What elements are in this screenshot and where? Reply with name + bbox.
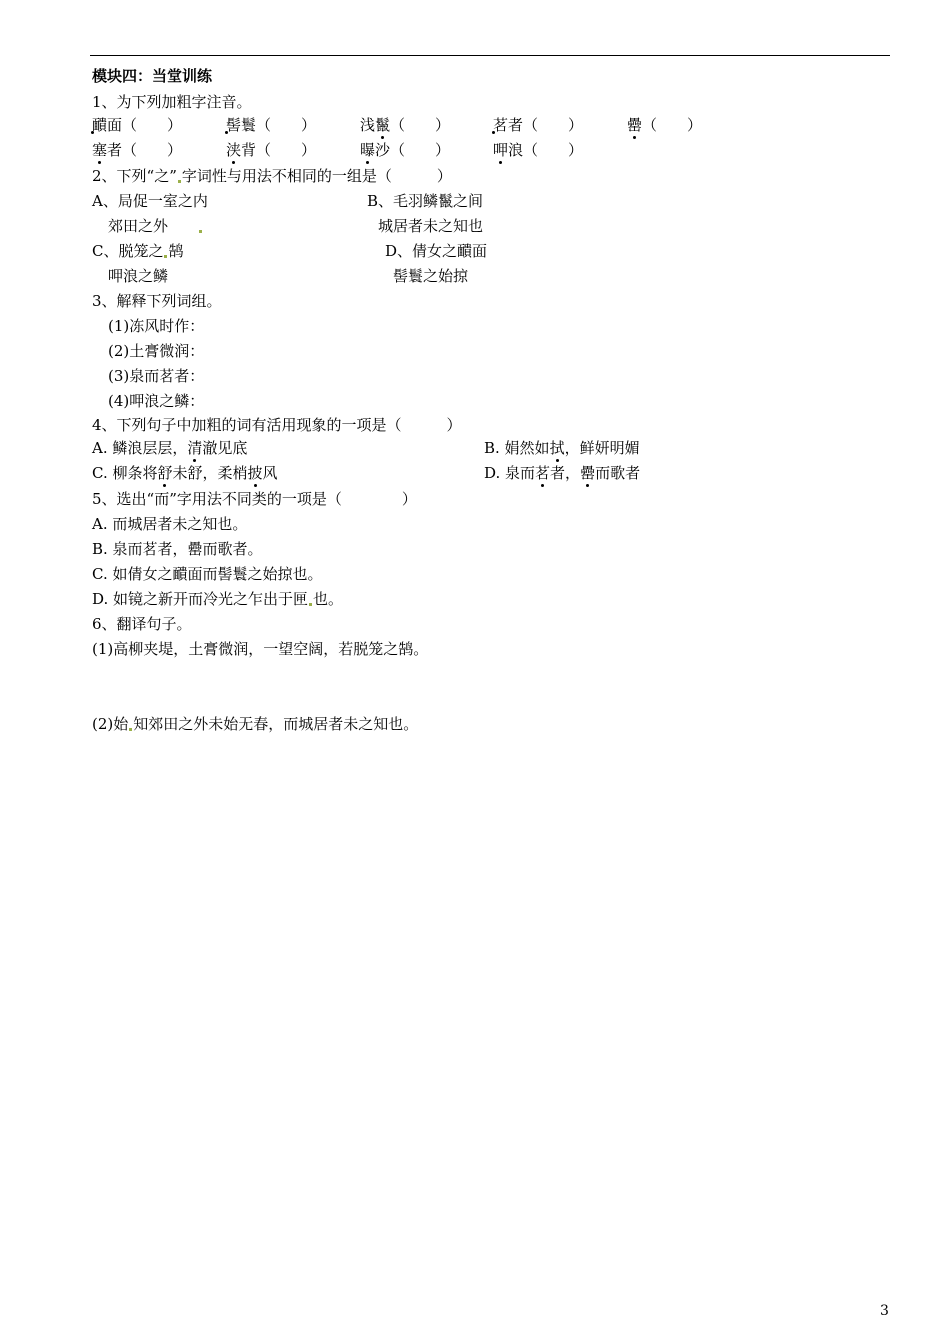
q4-stem: 4、下列句子中加粗的词有活用现象的一项是（ ） [92,416,462,434]
q2-option-a-second: 郊田之外 [108,216,203,236]
q2-option-d: D、倩女之靧面 [385,242,488,260]
q3-item: (1)冻风时作： [108,317,205,335]
q3-stem: 3、解释下列词组。 [92,292,222,310]
q5-option-b: B. 泉而茗者，罍而歌者。 [92,540,263,558]
q4-option-d: D. 泉而茗者，罍而歌者 [484,464,641,482]
q3-item: (4)呷浪之鳞： [108,392,205,410]
module-title: 模块四：当堂训练 [92,67,213,85]
q4-option-b: B. 娟然如拭，鲜妍明媚 [484,439,640,457]
q1-item: 曝沙（ ） [360,141,451,159]
q1-item: 塞者（ ） [92,141,183,159]
highlight-mark [199,230,202,233]
q5-option-c: C. 如倩女之靧面而髻鬟之始掠也。 [92,565,323,583]
highlight-mark [129,728,132,731]
q2-option-d-second: 髻鬟之始掠 [393,267,469,285]
q6-sentence-2: (2)始 知郊田之外未始无春，而城居者未之知也。 [92,715,419,733]
q6-stem: 6、翻译句子。 [92,615,192,633]
q4-option-a: A. 鳞浪层层，清澈见底 [92,439,248,457]
q1-item: 髻鬟（ ） [226,116,317,134]
q6-sentence-1: (1)高柳夹堤，土膏微润，一望空阔，若脱笼之鹄。 [92,640,429,658]
q2-option-b: B、毛羽鳞鬣之间 [367,192,484,210]
q5-option-a: A. 而城居者未之知也。 [92,515,248,533]
q1-item: 茗者（ ） [493,116,584,134]
q4-option-c: C. 柳条将舒未舒，柔梢披风 [92,464,278,482]
q1-item: 罍（ ） [627,116,703,134]
q2-option-c: C、脱笼之 鹄 [92,242,184,260]
highlight-mark [309,603,312,606]
q1-item: 浃背（ ） [226,141,317,159]
q1-item: 浅鬣（ ） [360,116,451,134]
q2-option-a: A、局促一室之内 [92,192,208,210]
q2-stem: 2、下列“之” 字词性与用法不相同的一组是（ ） [92,167,452,185]
q1-item: 靧面（ ） [92,116,183,134]
q1-item: 呷浪（ ） [493,141,584,159]
page-number: 3 [880,1303,889,1319]
q3-item: (2)土膏微润： [108,342,205,360]
q2-option-b-second: 城居者未之知也 [378,217,484,235]
highlight-mark [178,180,181,183]
q2-option-c-second: 呷浪之鳞 [108,267,169,285]
q5-stem: 5、选出“而”字用法不同类的一项是（ ） [92,490,417,508]
q3-item: (3)泉而茗者： [108,367,205,385]
q5-option-d: D. 如镜之新开而冷光之乍出于匣 也。 [92,590,344,608]
q1-stem: 1、为下列加粗字注音。 [92,93,252,111]
header-rule [90,55,890,56]
